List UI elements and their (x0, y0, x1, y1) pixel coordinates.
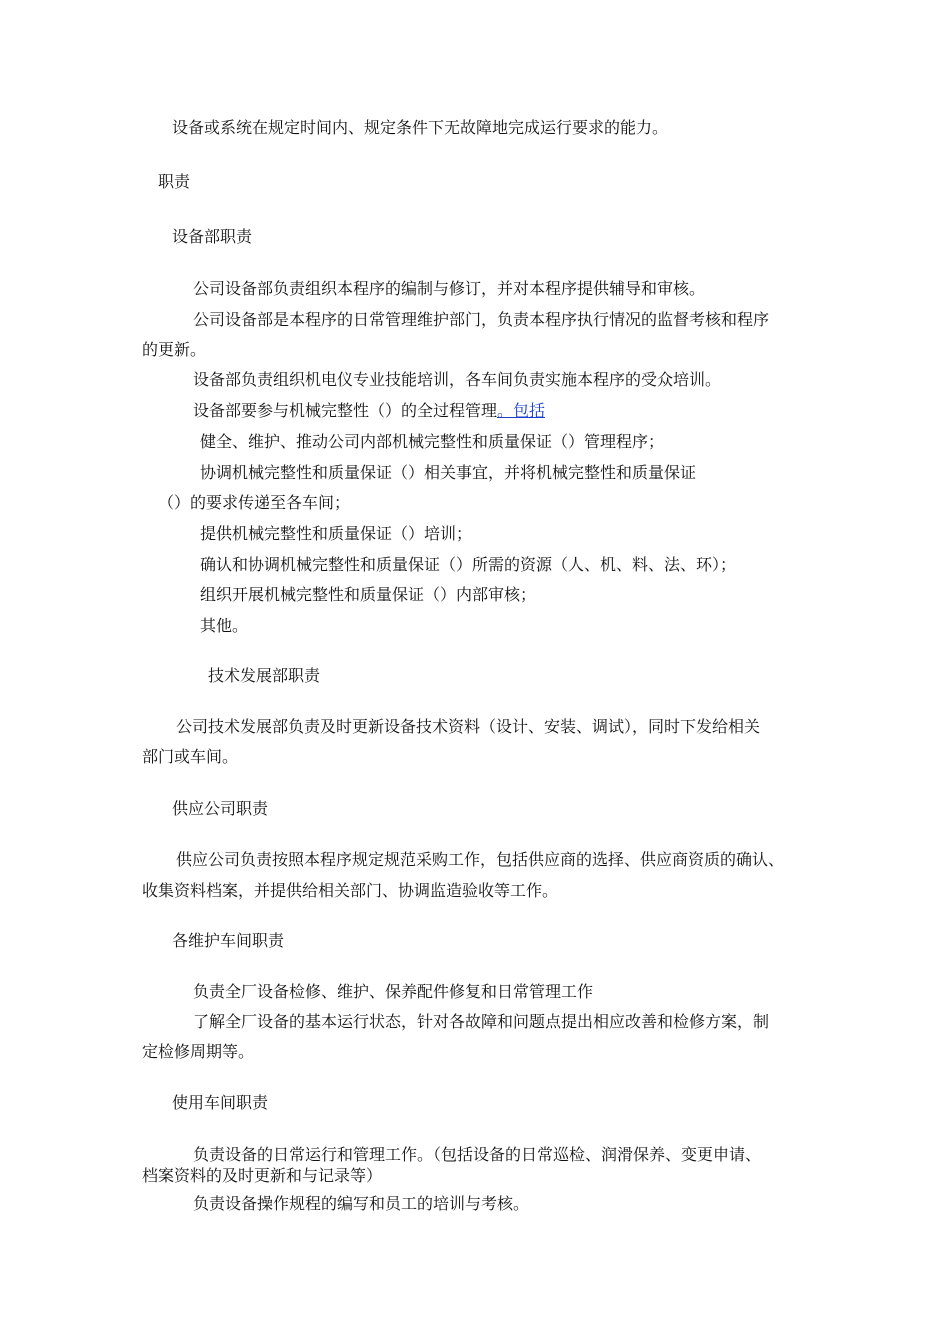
heading-user-workshops: 使用车间职责 (172, 1093, 269, 1112)
equip-paragraph-4-text: 设备部要参与机械完整性（）的全过程管理 (193, 401, 498, 420)
equip-item-2-line-1: 协调机械完整性和质量保证（）相关事宜，并将机械完整性和质量保证 (200, 463, 697, 482)
equip-paragraph-2-line-1: 公司设备部是本程序的日常管理维护部门，负责本程序执行情况的监督考核和程序 (193, 310, 770, 329)
use-paragraph-1-line-2: 档案资料的及时更新和与记录等） (142, 1166, 383, 1185)
equip-item-1: 健全、维护、推动公司内部机械完整性和质量保证（）管理程序； (200, 432, 665, 451)
tech-paragraph-line-1: 公司技术发展部负责及时更新设备技术资料（设计、安装、调试），同时下发给相关 (176, 717, 761, 736)
heading-maintenance-workshops: 各维护车间职责 (172, 931, 285, 950)
supply-paragraph-line-2: 收集资料档案，并提供给相关部门、协调监造验收等工作。 (142, 881, 559, 900)
equip-item-5: 组织开展机械完整性和质量保证（）内部审核； (200, 585, 537, 604)
equip-item-3: 提供机械完整性和质量保证（）培训； (200, 524, 473, 543)
maint-paragraph-1: 负责全厂设备检修、维护、保养配件修复和日常管理工作 (193, 982, 594, 1001)
use-paragraph-2: 负责设备操作规程的编写和员工的培训与考核。 (193, 1194, 530, 1213)
equip-paragraph-3: 设备部负责组织机电仪专业技能培训，各车间负责实施本程序的受众培训。 (193, 370, 722, 389)
use-paragraph-1-line-1: 负责设备的日常运行和管理工作。（包括设备的日常巡检、润滑保养、变更申请、 (193, 1145, 762, 1164)
equip-paragraph-4 (193, 401, 545, 421)
equip-item-4: 确认和协调机械完整性和质量保证（）所需的资源（人、机、料、法、环）； (200, 555, 737, 574)
heading-equipment-dept: 设备部职责 (172, 227, 253, 246)
heading-tech-dept: 技术发展部职责 (208, 666, 321, 685)
equip-paragraph-1: 公司设备部负责组织本程序的编制与修订，并对本程序提供辅导和审核。 (193, 279, 706, 298)
heading-supply-company: 供应公司职责 (172, 799, 269, 818)
equip-item-2-line-2: （）的要求传递至各车间； (158, 493, 351, 512)
intro-paragraph: 设备或系统在规定时间内、规定条件下无故障地完成运行要求的能力。 (172, 118, 669, 137)
equip-paragraph-2-line-2: 的更新。 (142, 340, 207, 359)
include-link[interactable]: 。包括 (497, 401, 546, 420)
equip-item-6: 其他。 (200, 616, 249, 635)
tech-paragraph-line-2: 部门或车间。 (142, 747, 239, 766)
maint-paragraph-2-line-2: 定检修周期等。 (142, 1042, 255, 1061)
supply-paragraph-line-1: 供应公司负责按照本程序规定规范采购工作，包括供应商的选择、供应商资质的确认、 (176, 850, 785, 869)
maint-paragraph-2-line-1: 了解全厂设备的基本运行状态，针对各故障和问题点提出相应改善和检修方案，制 (193, 1012, 770, 1031)
section-heading-responsibilities: 职责 (158, 172, 191, 191)
